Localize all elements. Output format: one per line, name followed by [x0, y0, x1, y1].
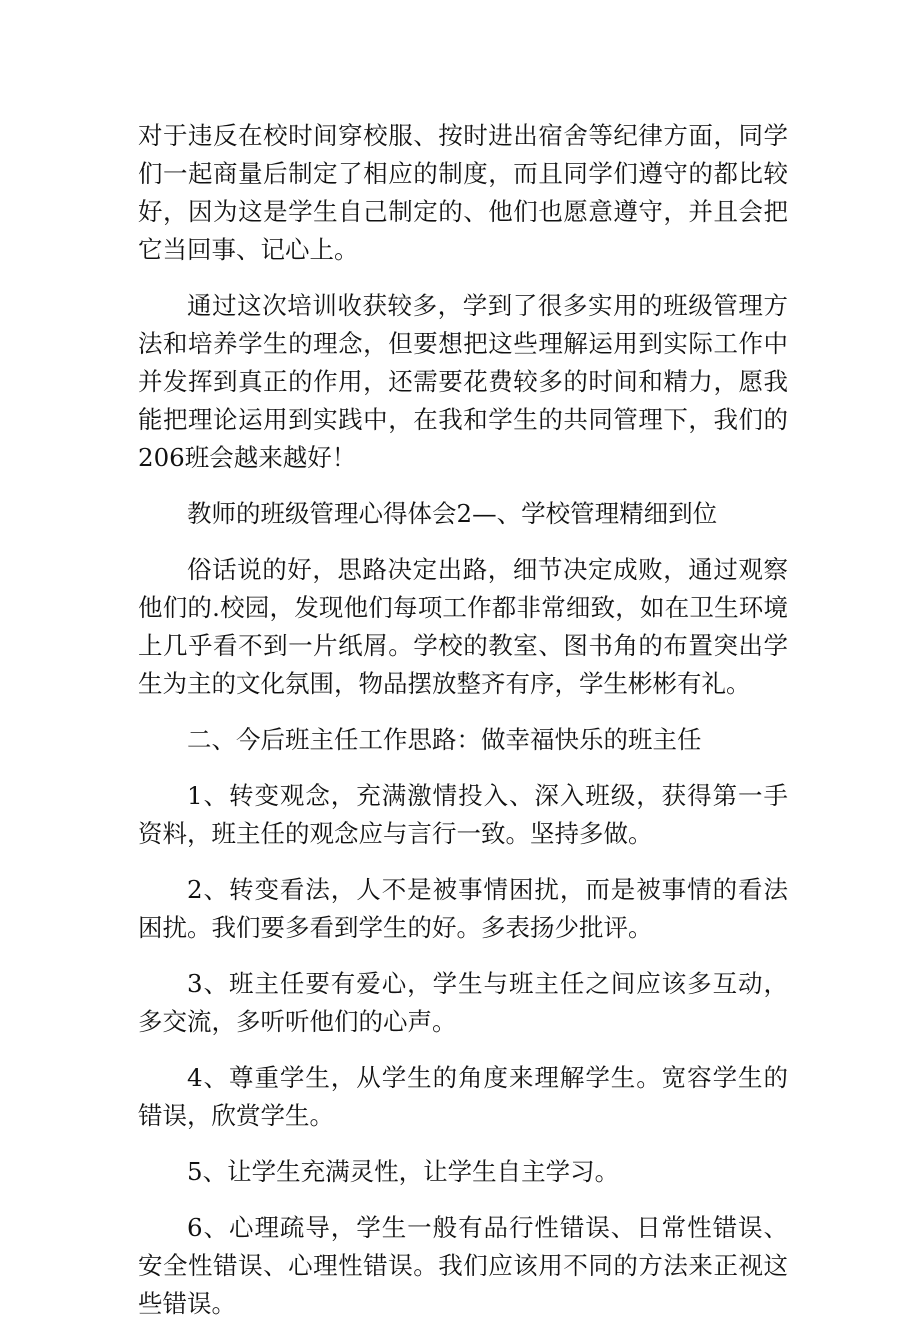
list-item-5: 5、让学生充满灵性，让学生自主学习。 — [187, 1157, 620, 1186]
paragraph-training-summary: 通过这次培训收获较多，学到了很多实用的班级管理方法和培养学生的理念，但要想把这些理解运用到实际工作中并发挥到真正的作用，还需要花费较多的时间和精力，愿我能把理论运用到实践中，在我和学生的共同管理下，我们的206班会越来越好！ — [138, 291, 788, 472]
list-item-1: 1、转变观念，充满激情投入、深入班级，获得第一手资料，班主任的观念应与言行一致。坚持多做。 — [138, 781, 788, 848]
list-item-2: 2、转变看法，人不是被事情困扰，而是被事情的看法困扰。我们要多看到学生的好。多表扬少批评。 — [138, 875, 788, 942]
document-body — [138, 117, 788, 1323]
section-heading-work-ideas: 二、今后班主任工作思路：做幸福快乐的班主任 — [187, 725, 702, 754]
section-heading-experience-2: 教师的班级管理心得体会2—、学校管理精细到位 — [187, 499, 718, 528]
list-item-4: 4、尊重学生，从学生的角度来理解学生。宽容学生的错误，欣赏学生。 — [138, 1063, 788, 1130]
paragraph-school-management: 俗话说的好，思路决定出路，细节决定成败，通过观察他们的.校园，发现他们每项工作都非常细致，如在卫生环境上几乎看不到一片纸屑。学校的教室、图书角的布置突出学生为主的文化氛围，物品摆放整齐有序，学生彬彬有礼。 — [138, 555, 788, 698]
list-item-6: 6、心理疏导，学生一般有品行性错误、日常性错误、安全性错误、心理性错误。我们应该用不同的方法来正视这些错误。 — [138, 1213, 788, 1318]
list-item-3: 3、班主任要有爱心，学生与班主任之间应该多互动，多交流，多听听他们的心声。 — [138, 969, 788, 1036]
paragraph-rules-discipline: 对于违反在校时间穿校服、按时进出宿舍等纪律方面，同学们一起商量后制定了相应的制度，而且同学们遵守的都比较好，因为这是学生自己制定的、他们也愿意遵守，并且会把它当回事、记心上。 — [138, 121, 788, 264]
